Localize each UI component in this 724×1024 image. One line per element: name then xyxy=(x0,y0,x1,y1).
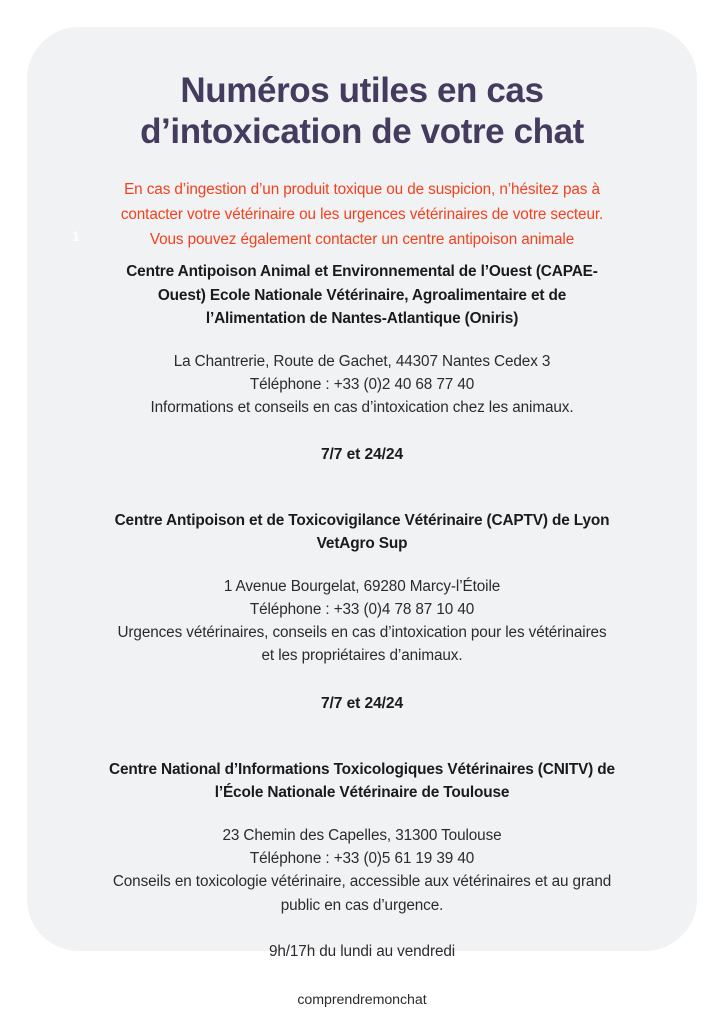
center-name xyxy=(74,260,650,330)
center-phone: Téléphone : +33 (0)2 40 68 77 40 xyxy=(249,375,475,393)
center-name-line: l’Alimentation de Nantes-Atlantique (Oniris) xyxy=(205,310,519,328)
page-title xyxy=(68,71,656,152)
poison-center-entry xyxy=(60,509,664,715)
center-description: Conseils en toxicologie vétérinaire, accessible aux vétérinaires et au grand xyxy=(112,873,612,891)
center-name-line: Ouest) Ecole Nationale Vétérinaire, Agroalimentaire et de xyxy=(157,286,567,304)
center-name-line: Centre Antipoison Animal et Environnemental de l’Ouest (CAPAE- xyxy=(126,263,598,281)
center-description: Informations et conseils en cas d’intoxication chez les animaux. xyxy=(150,399,574,417)
watermark-numeral: 1 xyxy=(72,228,80,244)
poison-center-entry xyxy=(60,758,664,964)
info-card xyxy=(27,27,697,1008)
section-spacer xyxy=(60,467,664,509)
poison-center-list xyxy=(60,260,664,963)
center-description: et les propriétaires d’animaux. xyxy=(261,647,463,665)
center-hours: 9h/17h du lundi au vendredi xyxy=(268,942,456,960)
page-title-line-1: Numéros utiles en cas xyxy=(180,71,544,110)
section-spacer xyxy=(60,715,664,758)
center-name xyxy=(74,758,650,805)
center-name xyxy=(74,509,650,556)
center-details xyxy=(60,824,664,917)
intro-line-1: En cas d’ingestion d’un produit toxique ou de suspicion, n’hésitez pas à xyxy=(124,181,600,199)
center-phone: Téléphone : +33 (0)4 78 87 10 40 xyxy=(249,600,475,618)
center-details xyxy=(60,575,664,668)
center-hours: 7/7 et 24/24 xyxy=(320,446,404,464)
page-title-line-2: d’intoxication de votre chat xyxy=(140,111,584,151)
center-address: La Chantrerie, Route de Gachet, 44307 Nantes Cedex 3 xyxy=(173,352,551,370)
center-name-line: Centre Antipoison et de Toxicovigilance Vétérinaire (CAPTV) de Lyon xyxy=(114,511,610,529)
center-name-line: VetAgro Sup xyxy=(316,535,408,553)
center-address: 1 Avenue Bourgelat, 69280 Marcy-l’Étoile xyxy=(223,577,501,595)
center-address: 23 Chemin des Capelles, 31300 Toulouse xyxy=(222,826,502,844)
center-details xyxy=(60,350,664,420)
intro-line-3: Vous pouvez également contacter un centre antipoison animale xyxy=(149,230,575,248)
center-name-line: Centre National d’Informations Toxicologiques Vétérinaires (CNITV) de xyxy=(109,761,615,779)
center-description: Urgences vétérinaires, conseils en cas d’intoxication pour les vétérinaires xyxy=(117,624,607,642)
intro-line-2: contacter votre vétérinaire ou les urgences vétérinaires de votre secteur. xyxy=(120,205,604,223)
intro-paragraph xyxy=(64,178,660,252)
center-name-line: l’École Nationale Vétérinaire de Toulouse xyxy=(214,784,510,802)
center-phone: Téléphone : +33 (0)5 61 19 39 40 xyxy=(249,850,475,868)
poison-center-entry xyxy=(60,260,664,466)
footer-brand: comprendremonchat xyxy=(297,991,427,1008)
center-description: public en cas d’urgence. xyxy=(280,896,444,914)
center-hours: 7/7 et 24/24 xyxy=(320,694,404,712)
